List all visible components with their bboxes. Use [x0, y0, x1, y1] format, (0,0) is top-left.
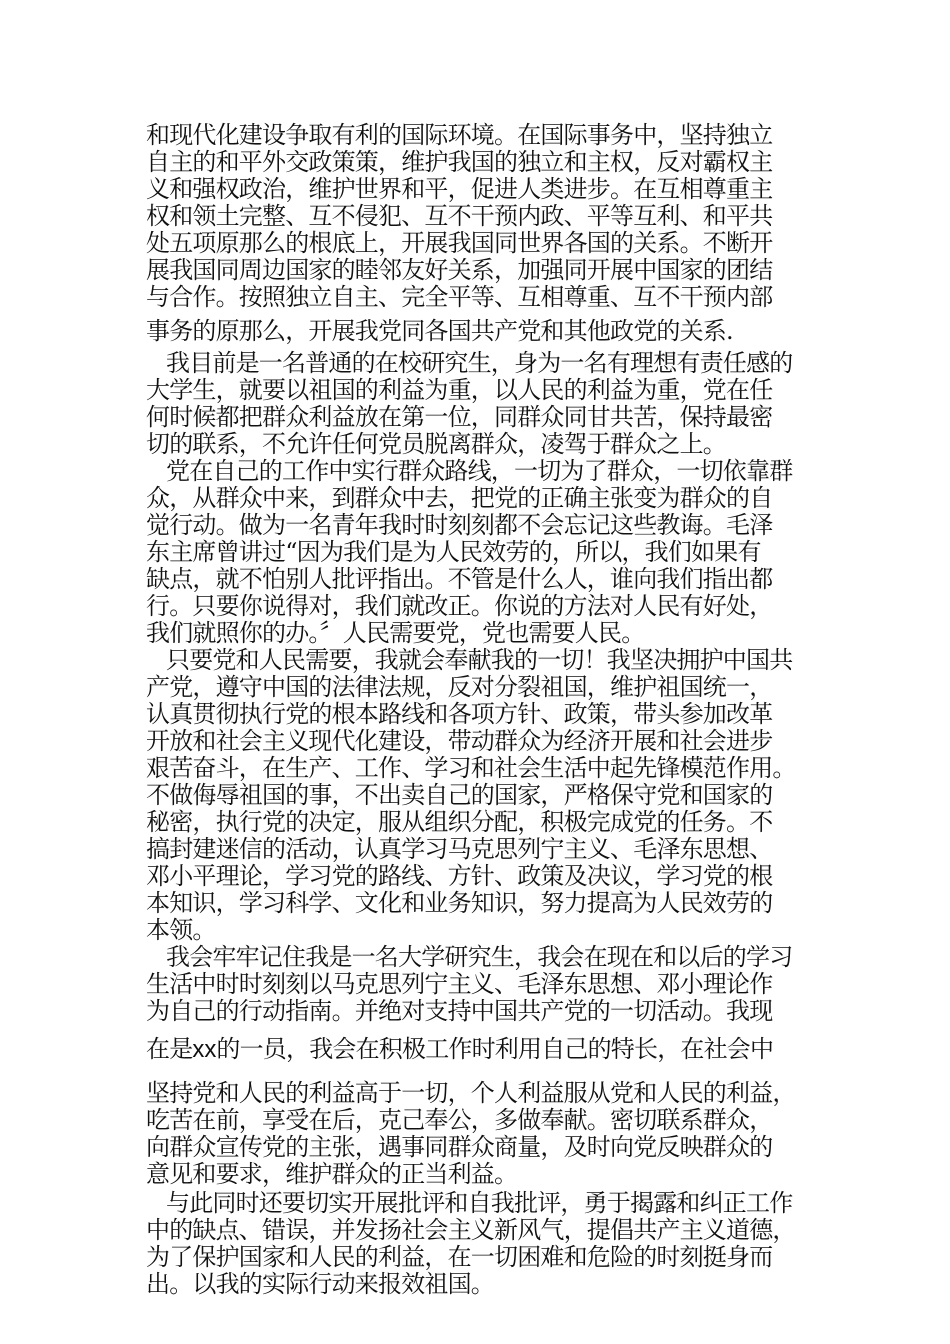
text-line: 搞封建迷信的活动，认真学习马克思列宁主义、毛泽东思想、 [146, 835, 773, 863]
text-line: 吃苦在前，享受在后，克己奉公，多做奉献。密切联系群众， [146, 1106, 773, 1134]
text-line: 开放和社会主义现代化建设，带动群众为经济开展和社会进步 [146, 727, 773, 755]
text-line [146, 1036, 773, 1063]
text-line: 义和强权政治，维护世界和平，促进人类进步。在互相尊重主 [146, 175, 773, 203]
text-line: 中的缺点、错误，并发扬社会主义新风气，提倡共产主义道德， [146, 1216, 796, 1244]
text-line: 展我国同周边国家的睦邻友好关系，加强同开展中国家的团结 [146, 256, 773, 284]
text-line: 行。只要你说得对，我们就改正。你说的方法对人民有好处， [146, 592, 773, 620]
text-line: 认真贯彻执行党的根本路线和各项方针、政策，带头参加改革 [146, 700, 773, 728]
text-line: 坚持党和人民的利益高于一切，个人利益服从党和人民的利益， [146, 1079, 796, 1107]
text-line: 秘密，执行党的决定，服从组织分配，积极完成党的任务。不 [146, 808, 773, 836]
text-line: 东主席曾讲过“因为我们是为人民效劳的，所以，我们如果有 [146, 538, 761, 566]
text-line: 只要党和人民需要，我就会奉献我的一切！我坚决拥护中国共 [166, 646, 793, 674]
text-line: 生活中时时刻刻以马克思列宁主义、毛泽东思想、邓小理论作 [146, 970, 773, 998]
placeholder-text: xx [192, 1036, 217, 1063]
text-line: 觉行动。做为一名青年我时时刻刻都不会忘记这些教诲。毛泽 [146, 511, 773, 539]
text-line: 事务的原那么，开展我党同各国共产党和其他政党的关系. [146, 317, 733, 345]
text-line: 缺点，就不怕别人批评指出。不管是什么人，谁向我们指出都 [146, 565, 773, 593]
text-line: 与合作。按照独立自主、完全平等、互相尊重、互不干预内部 [146, 283, 773, 311]
text-line: 为了保护国家和人民的利益，在一切困难和危险的时刻挺身而 [146, 1243, 773, 1271]
text-line: 自主的和平外交政策策，维护我国的独立和主权，反对霸权主 [146, 148, 773, 176]
text-line: 向群众宣传党的主张，遇事同群众商量，及时向党反映群众的 [146, 1133, 773, 1161]
text-line: 大学生，就要以祖国的利益为重，以人民的利益为重，党在任 [146, 376, 773, 404]
text-line: 意见和要求，维护群众的正当利益。 [146, 1160, 518, 1188]
text-line: 本知识，学习科学、文化和业务知识，努力提高为人民效劳的 [146, 889, 773, 917]
text-line: 为自己的行动指南。并绝对支持中国共产党的一切活动。我现 [146, 997, 773, 1025]
text-line: 我目前是一名普通的在校研究生，身为一名有理想有责任感的 [166, 349, 793, 377]
text-line: 邓小平理论，学习党的路线、方针、政策及决议，学习党的根 [146, 862, 773, 890]
text-line: 出。以我的实际行动来报效祖国。 [146, 1270, 494, 1298]
text-line: 与此同时还要切实开展批评和自我批评，勇于揭露和纠正工作 [166, 1189, 793, 1217]
text-line: 处五项原那么的根底上，开展我国同世界各国的关系。不断开 [146, 229, 773, 257]
text-line: 本领。 [146, 916, 216, 944]
text-segment: 在是 [146, 1035, 193, 1063]
text-line: 切的联系，不允许任何党员脱离群众，凌驾于群众之上。 [146, 430, 726, 458]
text-segment: 的一员，我会在积极工作时利用自己的特长，在社会中 [216, 1035, 774, 1063]
text-line: 众，从群众中来，到群众中去，把党的正确主张变为群众的自 [146, 484, 773, 512]
text-line: 何时候都把群众利益放在第一位，同群众同甘共苦，保持最密 [146, 403, 773, 431]
text-line: 不做侮辱祖国的事，不出卖自己的国家，严格保守党和国家的 [146, 781, 773, 809]
text-line: 艰苦奋斗，在生产、工作、学习和社会生活中起先锋模范作用。 [146, 754, 796, 782]
text-line: 我会牢牢记住我是一名大学研究生，我会在现在和以后的学习 [166, 943, 793, 971]
text-line: 我们就照你的办。〞人民需要党，党也需要人民。 [146, 619, 645, 647]
text-line: 党在自己的工作中实行群众路线，一切为了群众，一切依靠群 [166, 457, 793, 485]
text-line: 产党，遵守中国的法律法规，反对分裂祖国，维护祖国统一， [146, 673, 773, 701]
text-line: 和现代化建设争取有利的国际环境。在国际事务中，坚持独立 [146, 121, 773, 149]
text-line: 权和领土完整、互不侵犯、互不干预内政、平等互利、和平共 [146, 202, 773, 230]
